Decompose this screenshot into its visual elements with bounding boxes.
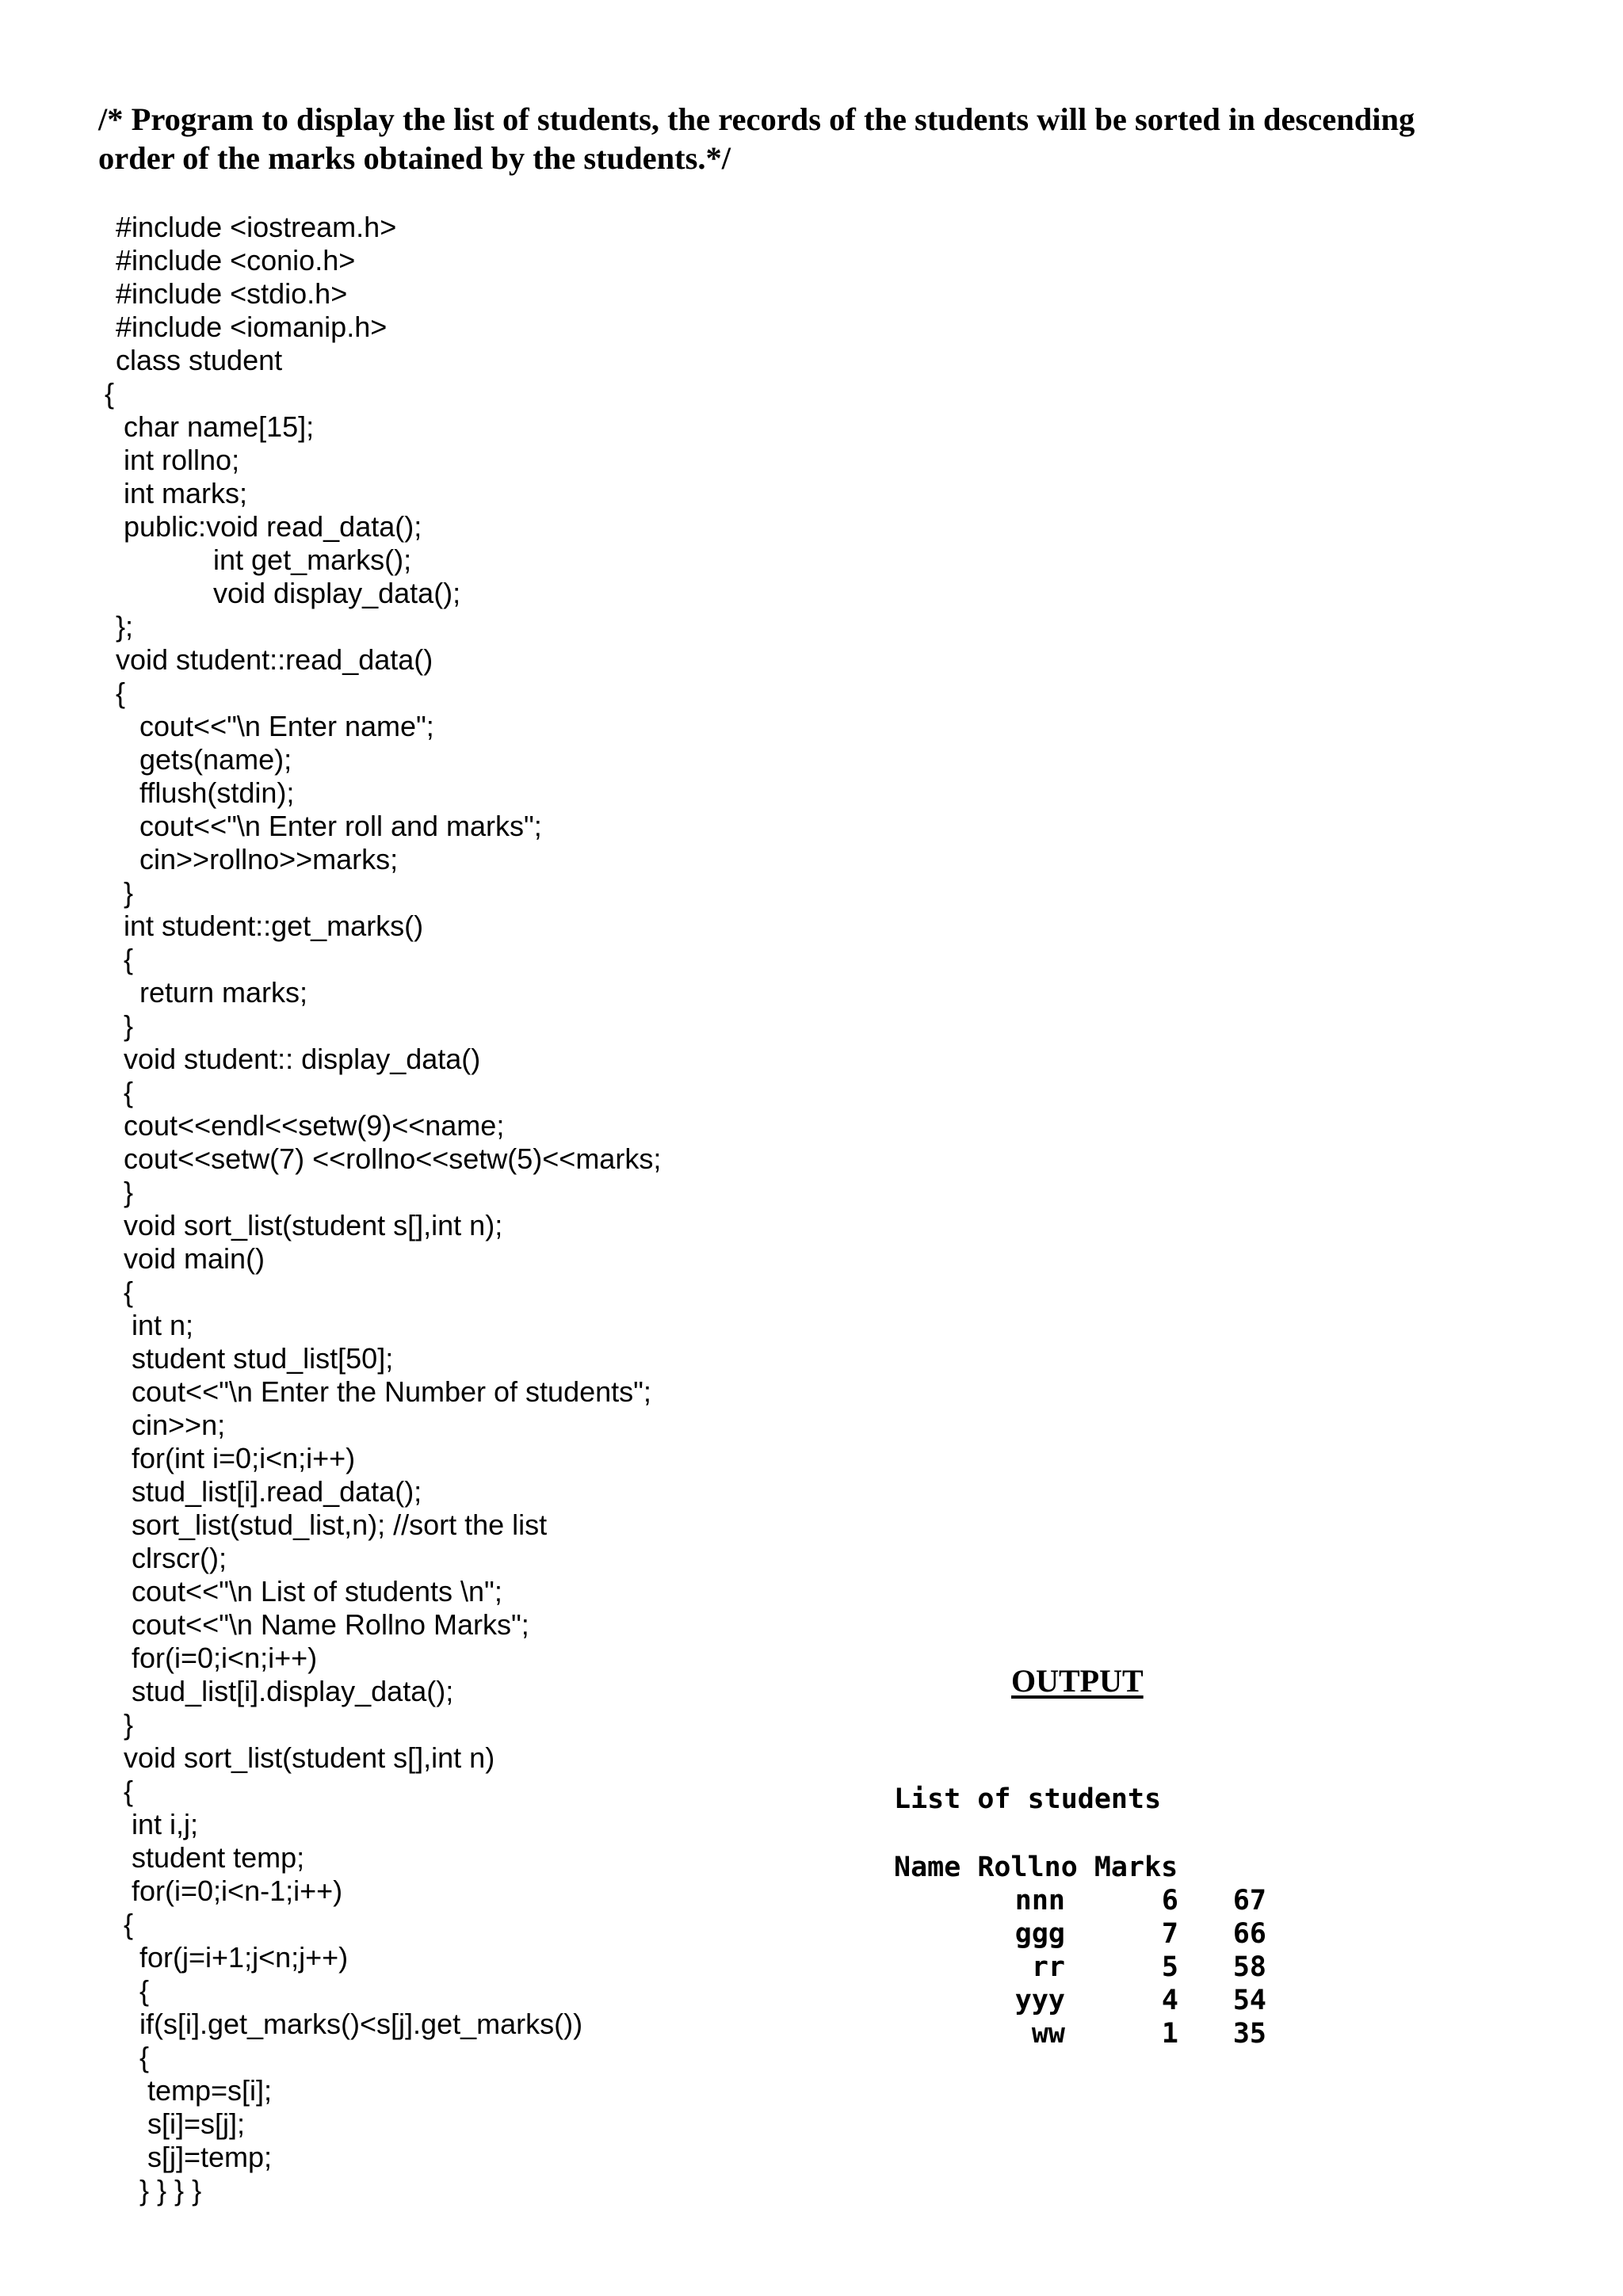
code-line: {: [105, 377, 115, 410]
student-rollno: 4: [1161, 1985, 1178, 2016]
code-line: s[i]=s[j];: [147, 2107, 246, 2140]
code-line: cout<<"\n List of students \n";: [132, 1575, 502, 1608]
code-line: int n;: [132, 1309, 194, 1341]
code-line: return marks;: [139, 976, 308, 1009]
code-line: void student:: display_data(): [124, 1043, 481, 1075]
console-header: Name Rollno Marks: [894, 1852, 1178, 1883]
code-line: {: [139, 2041, 150, 2073]
code-line: }: [124, 1176, 134, 1208]
code-listing: [0, 211, 661, 2207]
student-rollno: 7: [1161, 1918, 1178, 1950]
student-marks: 67: [1232, 1885, 1266, 1917]
output-title: OUTPUT: [1011, 1663, 1144, 1699]
code-line: student temp;: [132, 1841, 305, 1874]
console-rows: [894, 1884, 1266, 2050]
code-line: stud_list[i].read_data();: [132, 1475, 422, 1508]
code-line: }: [124, 1708, 134, 1741]
student-marks: 66: [1232, 1918, 1266, 1950]
code-line: gets(name);: [139, 743, 292, 776]
code-line: {: [124, 1276, 134, 1308]
code-line: int get_marks();: [213, 543, 412, 576]
code-line: cin>>n;: [132, 1409, 226, 1441]
student-name: yyy: [1014, 1985, 1065, 2016]
console-blank-line: [894, 1816, 1266, 1851]
code-line: cout<<"\n Enter roll and marks";: [139, 810, 542, 842]
console-row: [894, 1917, 1266, 1951]
code-line: for(i=0;i<n-1;i++): [132, 1875, 343, 1907]
code-line: };: [116, 610, 134, 643]
program-heading: [98, 100, 1549, 177]
code-line: {: [124, 1076, 134, 1108]
code-line: clrscr();: [132, 1542, 227, 1574]
code-line: cout<<"\n Name Rollno Marks";: [132, 1608, 529, 1641]
student-rollno: 1: [1161, 2018, 1178, 2050]
console-row: [894, 2017, 1266, 2050]
code-line: student stud_list[50];: [132, 1342, 394, 1375]
student-name: ww: [1031, 2018, 1065, 2050]
code-line: for(j=i+1;j<n;j++): [139, 1941, 349, 1974]
code-line: fflush(stdin);: [139, 776, 295, 809]
code-line: } } } }: [139, 2174, 202, 2206]
code-line: #include <iostream.h>: [116, 211, 397, 243]
console-row: [894, 1951, 1266, 1984]
code-line: {: [124, 1908, 134, 1940]
code-line: for(int i=0;i<n;i++): [132, 1442, 356, 1474]
student-rollno: 6: [1161, 1885, 1178, 1917]
code-line: cin>>rollno>>marks;: [139, 843, 399, 875]
code-line: {: [124, 1775, 134, 1807]
code-line: int student::get_marks(): [124, 910, 424, 942]
heading-line-2: order of the marks obtained by the students.*/: [98, 140, 731, 176]
code-line: char name[15];: [124, 410, 315, 443]
student-name: rr: [1031, 1951, 1065, 1983]
code-line: {: [116, 677, 126, 709]
code-line: int rollno;: [124, 444, 240, 476]
console-row: [894, 1984, 1266, 2017]
student-marks: 58: [1232, 1951, 1266, 1983]
code-line: cout<<"\n Enter name";: [139, 710, 434, 742]
code-line: void main(): [124, 1242, 265, 1275]
code-line: for(i=0;i<n;i++): [132, 1642, 318, 1674]
code-line: void display_data();: [213, 577, 461, 609]
code-line: cout<<setw(7) <<rollno<<setw(5)<<marks;: [124, 1142, 662, 1175]
code-line: #include <stdio.h>: [116, 277, 348, 310]
code-line: cout<<"\n Enter the Number of students";: [132, 1375, 651, 1408]
code-line: public:void read_data();: [124, 510, 422, 543]
student-name: nnn: [1014, 1885, 1065, 1917]
code-line: #include <conio.h>: [116, 244, 356, 277]
code-line: void sort_list(student s[],int n);: [124, 1209, 503, 1241]
code-line: class student: [116, 344, 283, 376]
heading-line-1: /* Program to display the list of students, the records of the students will be sorted in descending: [98, 101, 1415, 137]
code-line: int i,j;: [132, 1808, 199, 1840]
code-line: if(s[i].get_marks()<s[j].get_marks()): [139, 2008, 583, 2040]
code-line: stud_list[i].display_data();: [132, 1675, 454, 1707]
code-line: void student::read_data(): [116, 643, 433, 676]
code-line: sort_list(stud_list,n); //sort the list: [132, 1508, 548, 1541]
console-list-title: List of students: [894, 1783, 1162, 1815]
code-line: cout<<endl<<setw(9)<<name;: [124, 1109, 505, 1142]
code-line: s[j]=temp;: [147, 2141, 273, 2173]
code-line: {: [124, 943, 134, 975]
console-output: [894, 1783, 1266, 2050]
code-line: }: [124, 876, 134, 909]
console-row: [894, 1884, 1266, 1917]
code-line: void sort_list(student s[],int n): [124, 1741, 495, 1774]
code-line: }: [124, 1009, 134, 1042]
student-marks: 54: [1232, 1985, 1266, 2016]
student-marks: 35: [1232, 2018, 1266, 2050]
code-line: temp=s[i];: [147, 2074, 273, 2107]
code-line: {: [139, 1974, 150, 2007]
student-rollno: 5: [1161, 1951, 1178, 1983]
code-line: #include <iomanip.h>: [116, 311, 388, 343]
student-name: ggg: [1014, 1918, 1065, 1950]
code-line: int marks;: [124, 477, 248, 509]
